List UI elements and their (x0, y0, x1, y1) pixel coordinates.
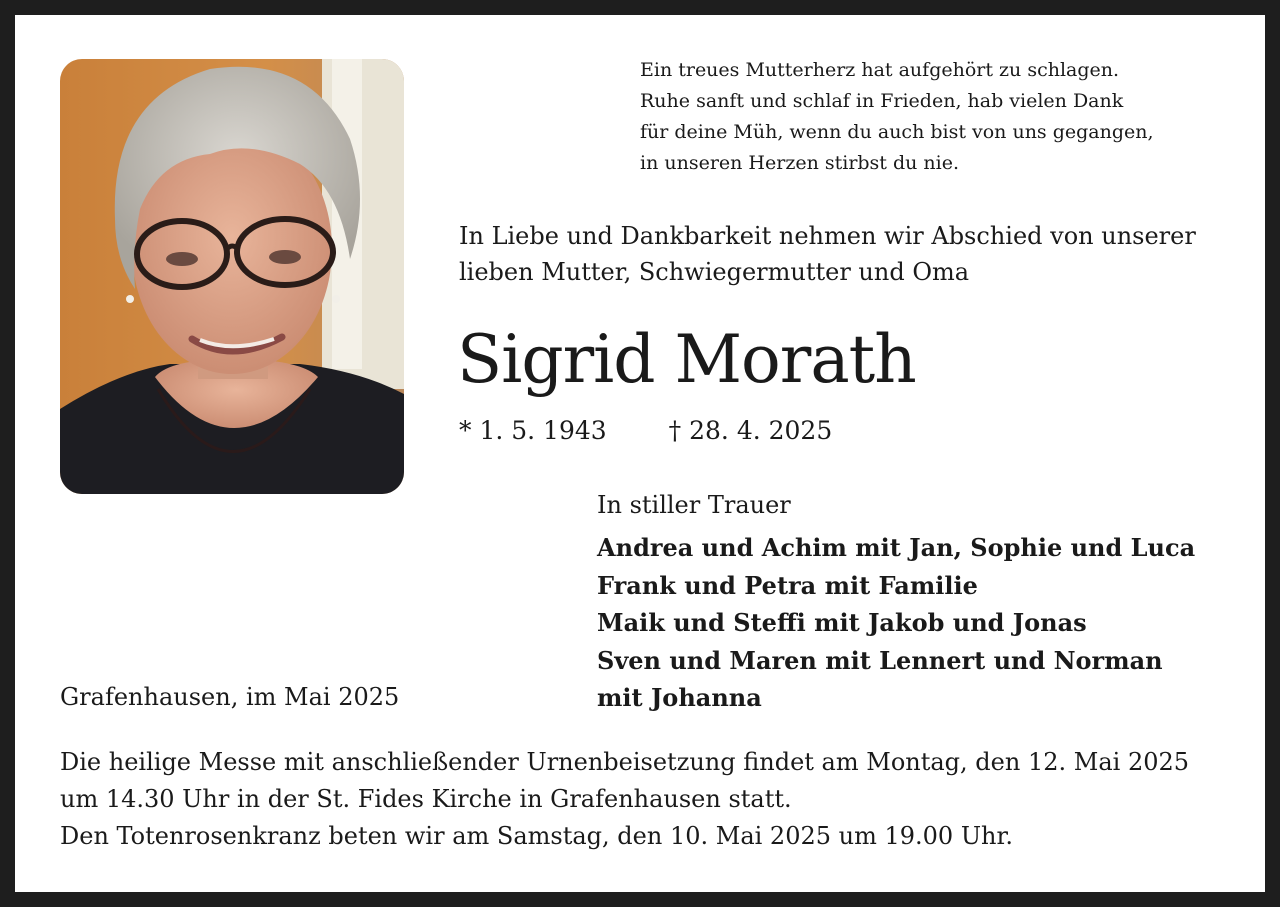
mourner-line: Frank und Petra mit Familie (597, 570, 978, 600)
poem-line: in unseren Herzen stirbst du nie. (640, 152, 960, 174)
intro-line: In Liebe und Dankbarkeit nehmen wir Abschied von unserer (459, 222, 1196, 250)
mourners-list (597, 529, 1195, 717)
poem-line: Ein treues Mutterherz hat aufgehört zu schlagen. (640, 59, 1120, 81)
notice-line: Den Totenrosenkranz beten wir am Samstag, den 10. Mai 2025 um 19.00 Uhr. (60, 822, 1013, 850)
portrait-photo (60, 59, 404, 494)
death-date: † 28. 4. 2025 (668, 416, 833, 445)
deceased-name: Sigrid Morath (457, 321, 916, 398)
poem (640, 55, 1240, 179)
poem-line: für deine Müh, wenn du auch bist von uns gegangen, (640, 121, 1154, 143)
service-notice (60, 744, 1250, 855)
birth-date: * 1. 5. 1943 (459, 416, 607, 445)
intro-line: lieben Mutter, Schwiegermutter und Oma (459, 258, 970, 286)
obituary-card (15, 15, 1265, 892)
mourner-line: Andrea und Achim mit Jan, Sophie und Luca (597, 533, 1196, 562)
poem-line: Ruhe sanft und schlaf in Frieden, hab vielen Dank (640, 90, 1124, 112)
mourners-label: In stiller Trauer (597, 491, 791, 519)
mourner-line: Sven und Maren mit Lennert und Norman (597, 645, 1163, 675)
mourner-line: mit Johanna (597, 683, 762, 712)
farewell-intro (459, 218, 1259, 290)
place-and-date: Grafenhausen, im Mai 2025 (60, 683, 400, 711)
notice-line: Die heilige Messe mit anschließender Urnenbeisetzung findet am Montag, den 12. Mai 2025 (60, 748, 1190, 776)
life-dates (459, 413, 832, 449)
mourner-line: Maik und Steffi mit Jakob und Jonas (597, 608, 1087, 637)
notice-line: um 14.30 Uhr in der St. Fides Kirche in Grafenhausen statt. (60, 785, 792, 813)
